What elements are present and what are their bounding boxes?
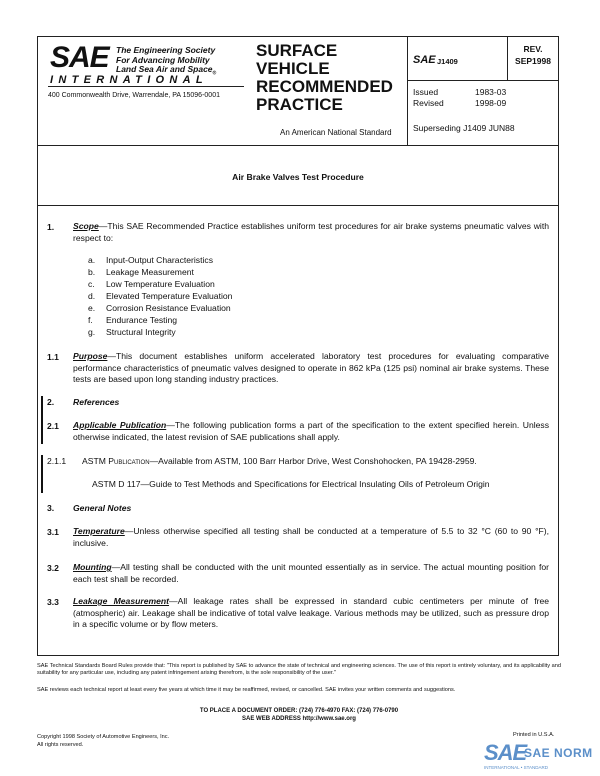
doc-number: J1409 — [437, 57, 458, 66]
section-3-3-number: 3.3 — [47, 597, 59, 607]
national-standard-label: An American National Standard — [280, 128, 392, 137]
revised-label: Revised — [413, 98, 444, 108]
list-item: c. Low Temperature Evaluation — [88, 279, 215, 289]
sae-logo: SAE — [50, 41, 109, 74]
revised-value: 1998-09 — [475, 98, 507, 108]
document-category-title: SURFACE VEHICLE RECOMMENDED PRACTICE — [256, 41, 393, 114]
footer-note-rules: SAE Technical Standards Board Rules provide that: "This report is published by SAE to advance the state of technical and engineering sciences. The use of this report is entirely voluntary, and its applicability and suitability for any particular use, including any patent infringement arising therefrom, is the sole responsibility of the user." — [37, 663, 561, 676]
section-2-1-1-number: 2.1.1 — [47, 456, 67, 466]
docnum-divider — [407, 80, 559, 81]
rights-reserved: All rights reserved. — [37, 742, 84, 748]
order-info: TO PLACE A DOCUMENT ORDER: (724) 776-4970 FAX: (724) 776-0790 — [199, 708, 399, 714]
section-2-1-1-text: ASTM Publication—Available from ASTM, 100 Barr Harbor Drive, West Conshohocken, PA 19428-2959. — [82, 456, 477, 466]
list-item: f. Endurance Testing — [88, 315, 178, 325]
doc-sae-logo: SAE — [413, 54, 436, 66]
header-col-divider — [407, 36, 408, 145]
international-label: INTERNATIONAL — [50, 74, 208, 86]
section-3-2-number: 3.2 — [47, 563, 59, 573]
header-divider — [37, 145, 559, 146]
list-item: d. Elevated Temperature Evaluation — [88, 291, 233, 301]
superseding: Superseding J1409 JUN88 — [413, 123, 515, 133]
section-2-number: 2. — [47, 397, 55, 407]
copyright: Copyright 1998 Society of Automotive Engineers, Inc. — [37, 734, 170, 740]
list-item: b. Leakage Measurement — [88, 267, 194, 277]
section-3-1-text: Temperature—Unless otherwise specified all testing shall be conducted at a temperature of 5.5 to 32 °C (60 to 90 °F), inclusive. — [73, 526, 549, 548]
section-3-heading: General Notes — [73, 503, 132, 513]
web-address: SAE WEB ADDRESS http://www.sae.org — [242, 716, 356, 722]
rev-col-divider — [507, 36, 508, 80]
document-title: Air Brake Valves Test Procedure — [232, 172, 364, 182]
change-bar — [41, 396, 43, 444]
society-tagline: The Engineering Society For Advancing Mobility Land Sea Air and Space$_®$ — [116, 45, 217, 77]
astm-reference: ASTM D 117—Guide to Test Methods and Specifications for Electrical Insulating Oils of Petroleum Origin — [92, 479, 490, 489]
section-2-1-number: 2.1 — [47, 421, 59, 431]
section-1-text: Scope—This SAE Recommended Practice establishes uniform test procedures for air brake systems pneumatic valves with respect to: — [73, 221, 549, 243]
address: 400 Commonwealth Drive, Warrendale, PA 15096-0001 — [48, 92, 220, 99]
list-item: a. Input-Output Characteristics — [88, 255, 213, 265]
logo-rule — [48, 86, 244, 87]
title-divider — [37, 205, 559, 206]
issued-label: Issued — [413, 87, 439, 97]
section-3-number: 3. — [47, 503, 55, 513]
issued-value: 1983-03 — [475, 87, 507, 97]
change-bar — [41, 455, 43, 493]
rev-label: REV. — [523, 44, 543, 54]
section-1-1-text: Purpose—This document establishes uniform accelerated laboratory test procedures for evaluating comparative performance characteristics of pneumatic valves designed to operate in 862 kPa (125 psi) nominal air brake systems. These tests are based upon long standing industry practices. — [73, 351, 549, 385]
section-1-number: 1. — [47, 222, 55, 232]
list-item: g. Structural Integrity — [88, 327, 176, 337]
stamp-subtext: INTERNATIONAL • STANDARD — [484, 765, 548, 770]
footer-note-review: SAE reviews each technical report at least every five years at which time it may be reaffirmed, revised, or cancelled. SAE invites your written comments and suggestions. — [37, 687, 456, 693]
scope-list — [88, 254, 232, 338]
list-item: e. Corrosion Resistance Evaluation — [88, 303, 231, 313]
section-1-1-number: 1.1 — [47, 352, 59, 362]
stamp-sae-norm: SAE NORM — [524, 746, 593, 760]
section-3-1-number: 3.1 — [47, 527, 59, 537]
section-2-heading: References — [73, 397, 120, 407]
section-3-2-text: Mounting—All testing shall be conducted with the unit mounted essentially as in service. The actual mounting position for each test shall be recorded. — [73, 562, 549, 584]
section-2-1-text: Applicable Publication—The following publication forms a part of the specification to the extent specified herein. Unless otherwise indicated, the latest revision of SAE publications shall apply. — [73, 420, 550, 442]
stamp-sae-logo: SAE — [484, 740, 527, 765]
printed-in: Printed in U.S.A. — [513, 732, 555, 738]
rev-value: SEP1998 — [515, 56, 551, 66]
section-3-3-text: Leakage Measurement—All leakage rates shall be expressed in standard cubic centimeters per minute of free (atmospheric) air. Leakage shall be indicative of total valve leakage. Various methods may be utilized, such as pressure drop in a specific volume or by flow meters. — [73, 596, 550, 630]
